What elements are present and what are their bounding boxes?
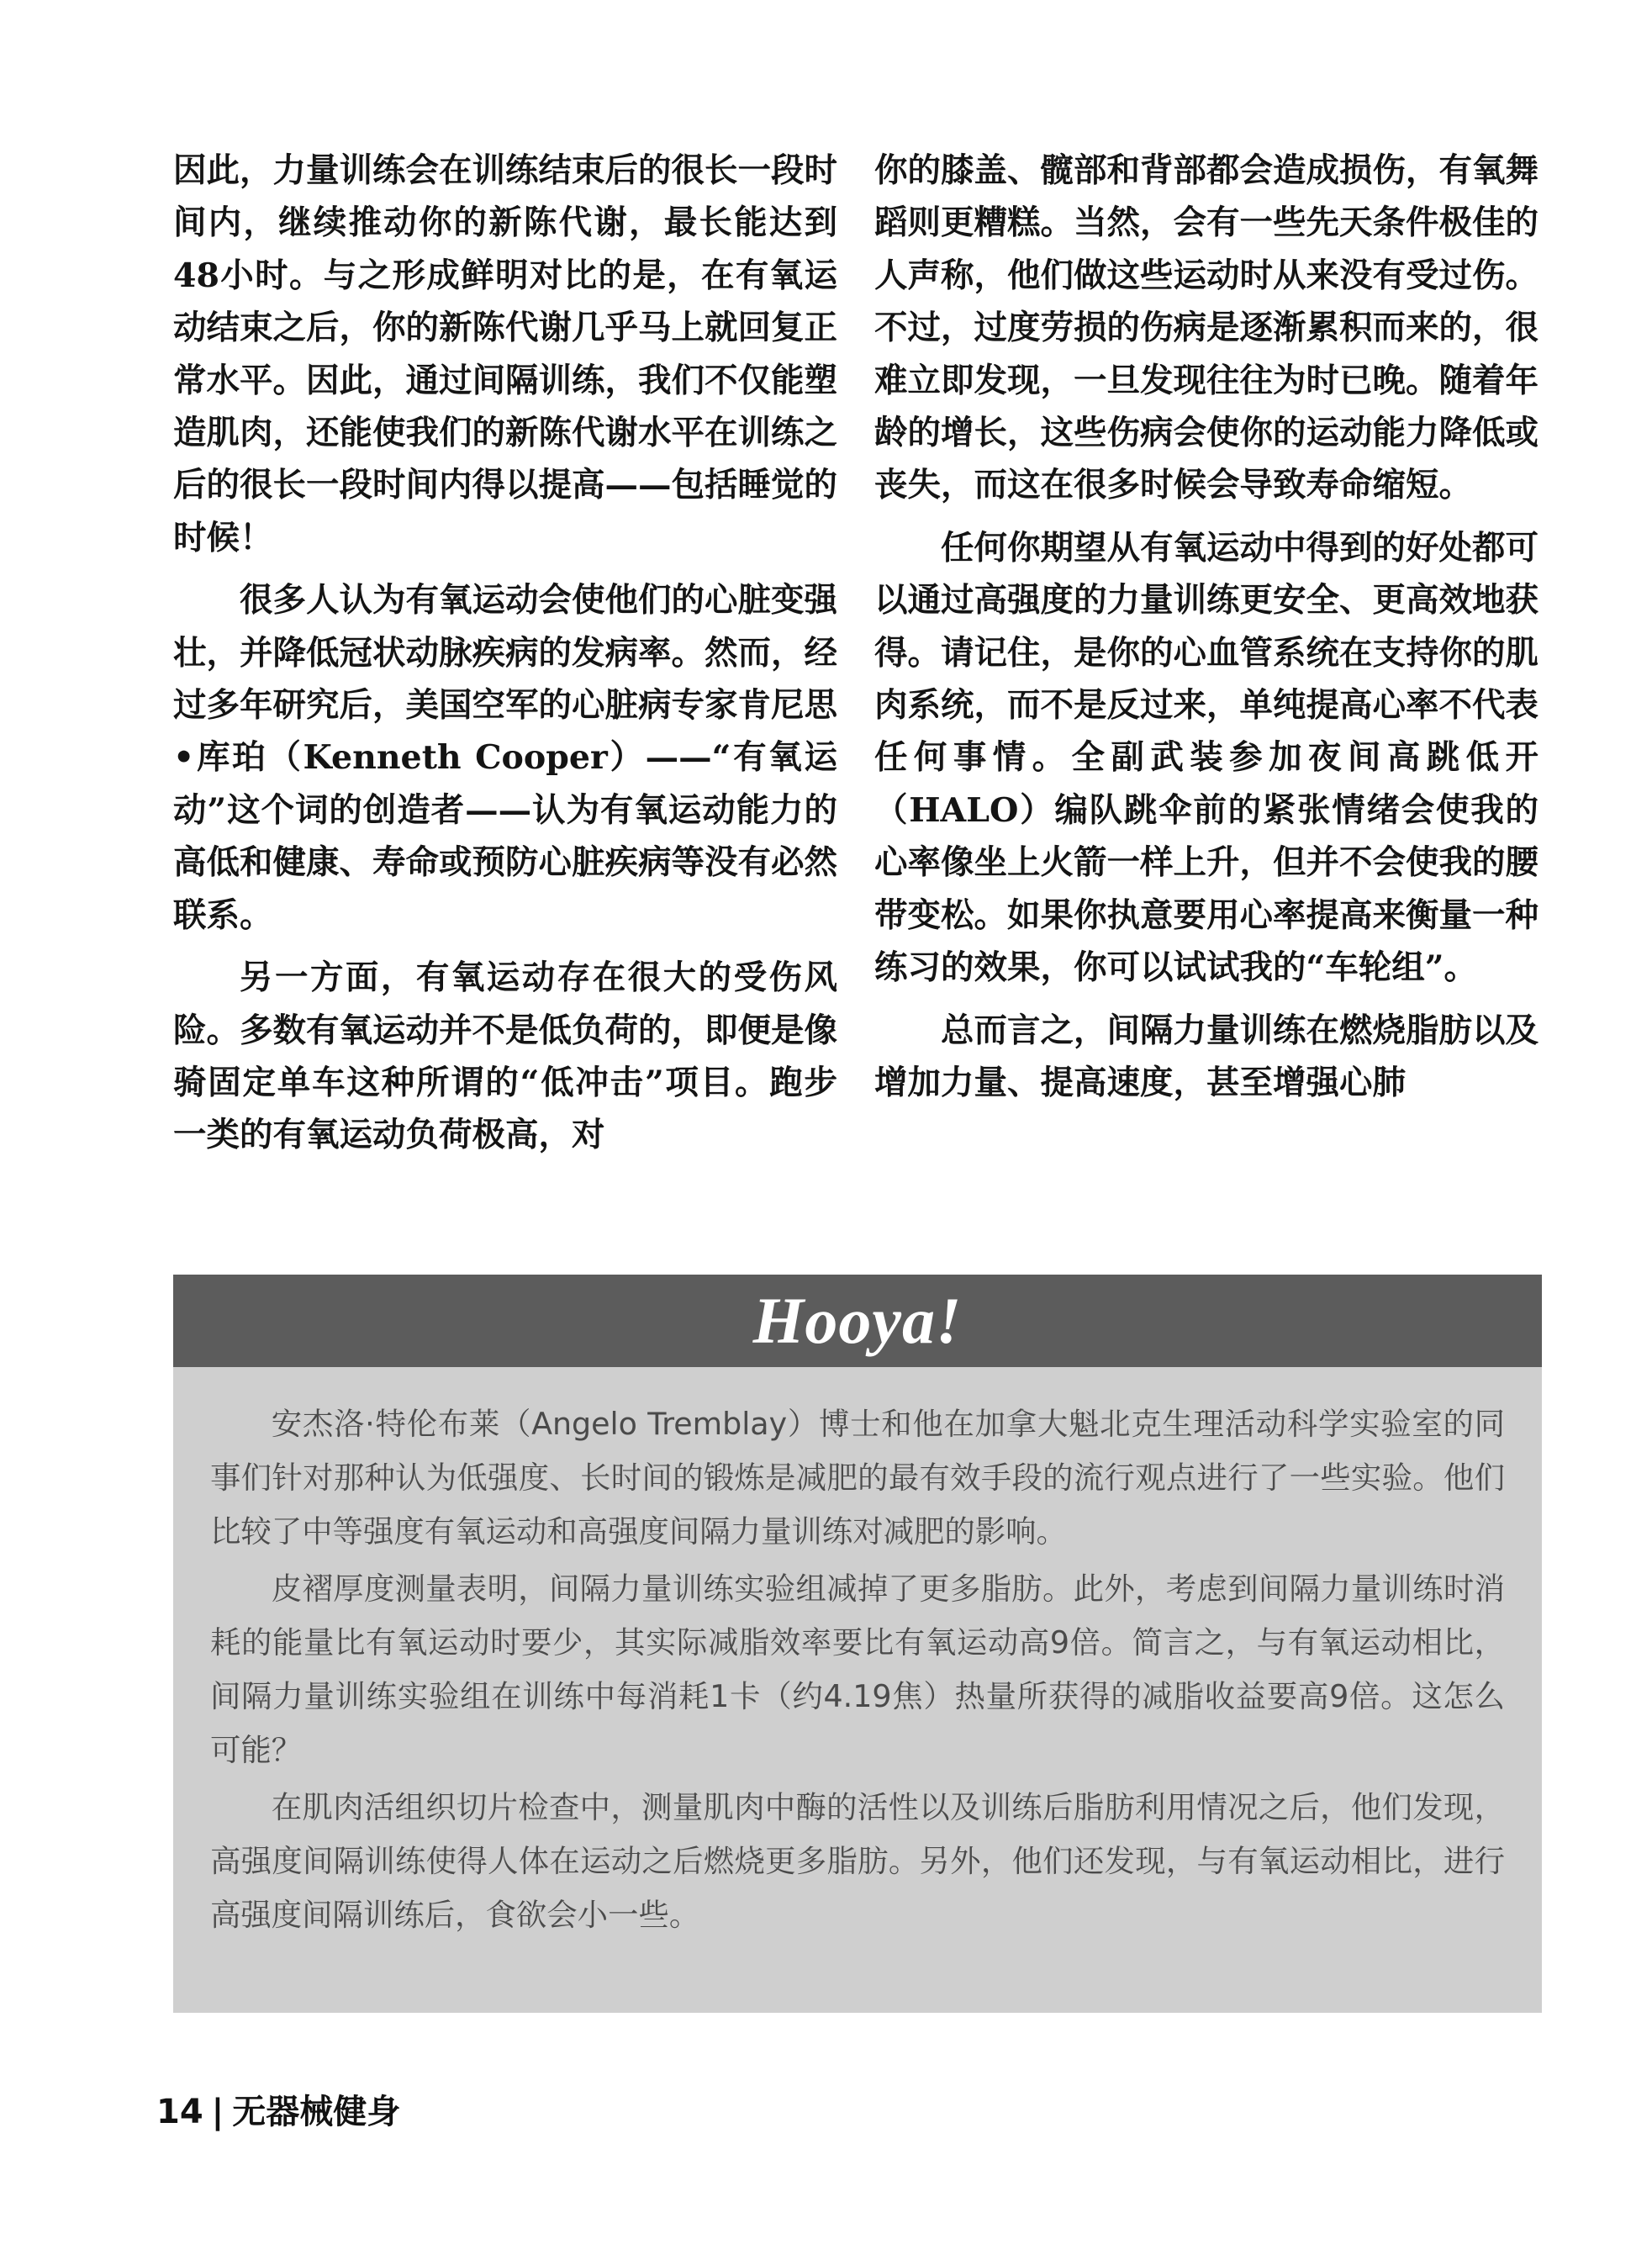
footer-separator: | <box>211 2093 224 2131</box>
hooya-sidebar-box <box>173 1275 1542 2013</box>
body-paragraph: 你的膝盖、髋部和背部都会造成损伤，有氧舞蹈则更糟糕。当然，会有一些先天条件极佳的人声称，他们做这些运动时从来没有受过伤。不过，过度劳损的伤病是逐渐累积而来的，很难立即发现，一旦发现往往为时已晚。随着年龄的增长，这些伤病会使你的运动能力降低或丧失，而这在很多时候会导致寿命缩短。 <box>874 151 1539 505</box>
right-column <box>874 145 1539 1119</box>
body-paragraph: 很多人认为有氧运动会使他们的心脏变强壮，并降低冠状动脉疾病的发病率。然而，经过多年研究后，美国空军的心脏病专家肯尼思•库珀（Kenneth Cooper）——“有氧运动”这个词的创造者——认为有氧运动能力的高低和健康、寿命或预防心脏疾病等没有必然联系。 <box>173 581 837 935</box>
page-number: 14 <box>156 2093 203 2131</box>
body-paragraph: 另一方面，有氧运动存在很大的受伤风险。多数有氧运动并不是低负荷的，即便是像骑固定单车这种所谓的“低冲击”项目。跑步一类的有氧运动负荷极高，对 <box>173 958 837 1155</box>
book-title: 无器械健身 <box>232 2093 401 2131</box>
body-paragraph: 总而言之，间隔力量训练在燃烧脂肪以及增加力量、提高速度，甚至增强心肺 <box>874 1011 1539 1102</box>
sidebar-header-bar <box>173 1275 1542 1367</box>
sidebar-paragraph: 皮褶厚度测量表明，间隔力量训练实验组减掉了更多脂肪。此外，考虑到间隔力量训练时消耗的能量比有氧运动时要少，其实际减脂效率要比有氧运动高9倍。简言之，与有氧运动相比，间隔力量训练实验组在训练中每消耗1卡（约4.19焦）热量所获得的减脂收益要高9倍。这怎么可能？ <box>210 1571 1505 1768</box>
sidebar-paragraph: 在肌肉活组织切片检查中，测量肌肉中酶的活性以及训练后脂肪利用情况之后，他们发现，高强度间隔训练使得人体在运动之后燃烧更多脂肪。另外，他们还发现，与有氧运动相比，进行高强度间隔训练后，食欲会小一些。 <box>210 1789 1505 1933</box>
page-footer <box>156 2085 400 2133</box>
sidebar-paragraph: 安杰洛·特伦布莱（Angelo Tremblay）博士和他在加拿大魁北克生理活动科学实验室的同事们针对那种认为低强度、长时间的锻炼是减肥的最有效手段的流行观点进行了一些实验。他们比较了中等强度有氧运动和高强度间隔力量训练对减肥的影响。 <box>210 1406 1505 1550</box>
body-paragraph: 因此，力量训练会在训练结束后的很长一段时间内，继续推动你的新陈代谢，最长能达到48小时。与之形成鲜明对比的是，在有氧运动结束之后，你的新陈代谢几乎马上就回复正常水平。因此，通过间隔训练，我们不仅能塑造肌肉，还能使我们的新陈代谢水平在训练之后的很长一段时间内得以提高——包括睡觉的时候！ <box>173 151 837 557</box>
sidebar-title: Hooya! <box>752 1284 963 1357</box>
left-column <box>173 145 837 1172</box>
sidebar-body <box>173 1367 1542 1942</box>
body-paragraph: 任何你期望从有氧运动中得到的好处都可以通过高强度的力量训练更安全、更高效地获得。请记住，是你的心血管系统在支持你的肌肉系统，而不是反过来，单纯提高心率不代表任何事情。全副武装参加夜间高跳低开（HALO）编队跳伞前的紧张情绪会使我的心率像坐上火箭一样上升，但并不会使我的腰带变松。如果你执意要用心率提高来衡量一种练习的效果，你可以试试我的“车轮组”。 <box>874 528 1539 988</box>
